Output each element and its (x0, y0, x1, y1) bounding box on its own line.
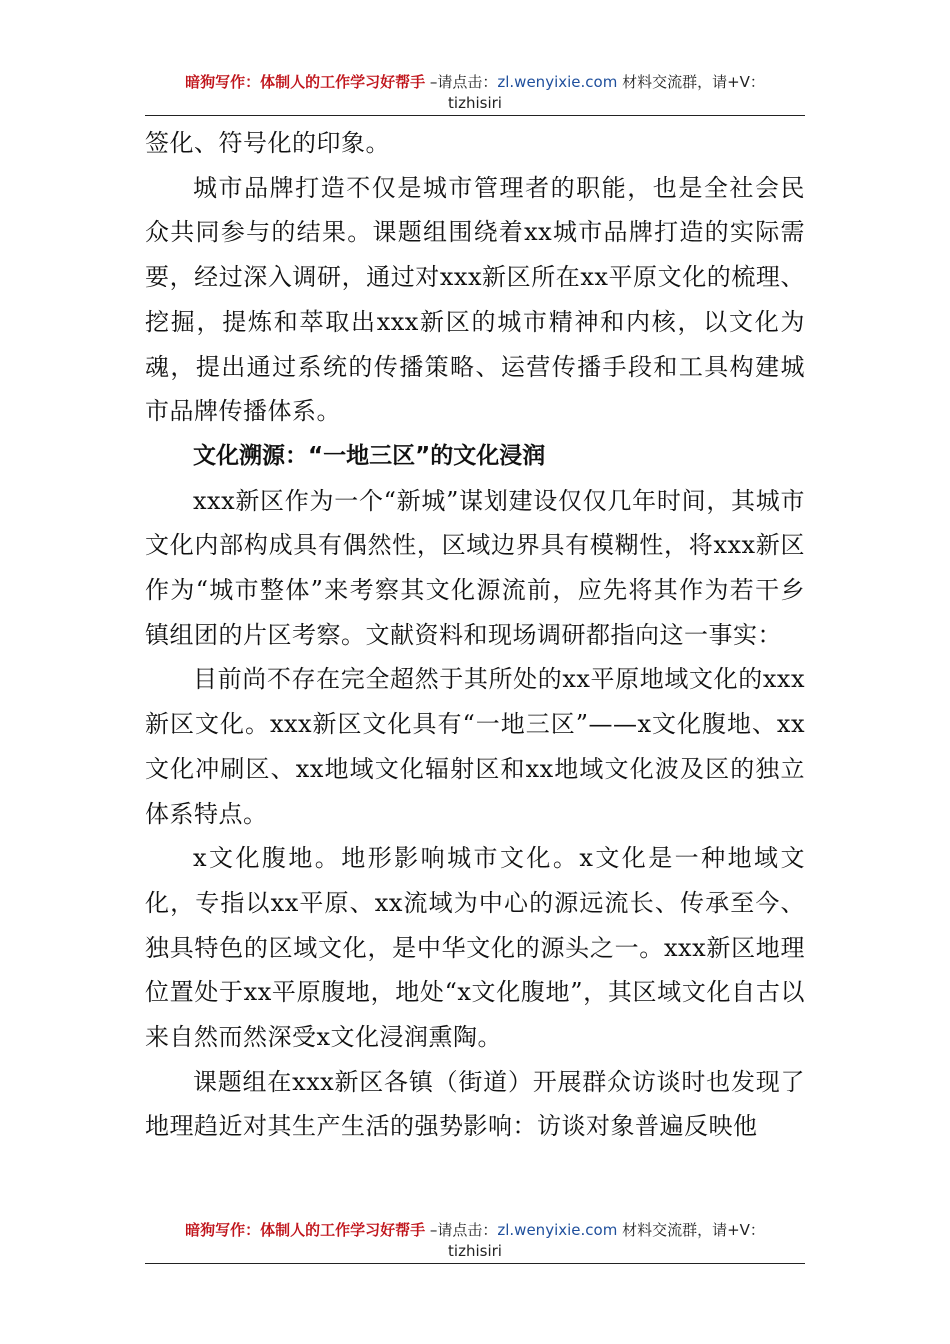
footer-banner (145, 1220, 805, 1262)
banner-link[interactable]: zl.wenyixie.com (497, 73, 618, 91)
banner-wechat-id: tizhisiri (448, 1242, 502, 1260)
paragraph: 签化、符号化的印象。 (145, 129, 390, 157)
document-body (145, 121, 805, 1149)
banner-wechat-id: tizhisiri (448, 94, 502, 112)
banner-link[interactable]: zl.wenyixie.com (497, 1221, 618, 1239)
banner-click-prompt: –请点击： (425, 73, 498, 91)
section-heading: 文化溯源：“一地三区”的文化浸润 (193, 442, 546, 469)
banner-group-text: 材料交流群，请+V： (617, 1221, 765, 1239)
paragraph: 课题组在xxx新区各镇（街道）开展群众访谈时也发现了地理趋近对其生产生活的强势影响：访谈对象普遍反映他 (145, 1067, 805, 1141)
banner-slogan: 暗狗写作：体制人的工作学习好帮手 (185, 1221, 426, 1239)
paragraph: 目前尚不存在完全超然于其所处的xx平原地域文化的xxx新区文化。xxx新区文化具有“一地三区”——x文化腹地、xx文化冲刷区、xx地域文化辐射区和xx地域文化波及区的独立体系特点。 (145, 665, 805, 828)
paragraph: xxx新区作为一个“新城”谋划建设仅仅几年时间，其城市文化内部构成具有偶然性，区域边界具有模糊性，将xxx新区作为“城市整体”来考察其文化源流前，应先将其作为若干乡镇组团的片区考察。文献资料和现场调研都指向这一事实： (145, 486, 805, 649)
paragraph: x文化腹地。地形影响城市文化。x文化是一种地域文化，专指以xx平原、xx流域为中心的源远流长、传承至今、独具特色的区域文化，是中华文化的源头之一。xxx新区地理位置处于xx平原腹地，地处“x文化腹地”，其区域文化自古以来自然而然深受x文化浸润熏陶。 (145, 844, 805, 1052)
banner-slogan: 暗狗写作：体制人的工作学习好帮手 (185, 73, 426, 91)
banner-group-text: 材料交流群，请+V： (617, 73, 765, 91)
header-divider (145, 115, 805, 116)
paragraph: 城市品牌打造不仅是城市管理者的职能，也是全社会民众共同参与的结果。课题组围绕着xx城市品牌打造的实际需要，经过深入调研，通过对xxx新区所在xx平原文化的梳理、挖掘，提炼和萃取出xxx新区的城市精神和内核，以文化为魂，提出通过系统的传播策略、运营传播手段和工具构建城市品牌传播体系。 (145, 173, 805, 426)
banner-click-prompt: –请点击： (425, 1221, 498, 1239)
footer-divider (145, 1263, 805, 1264)
header-banner (145, 72, 805, 114)
